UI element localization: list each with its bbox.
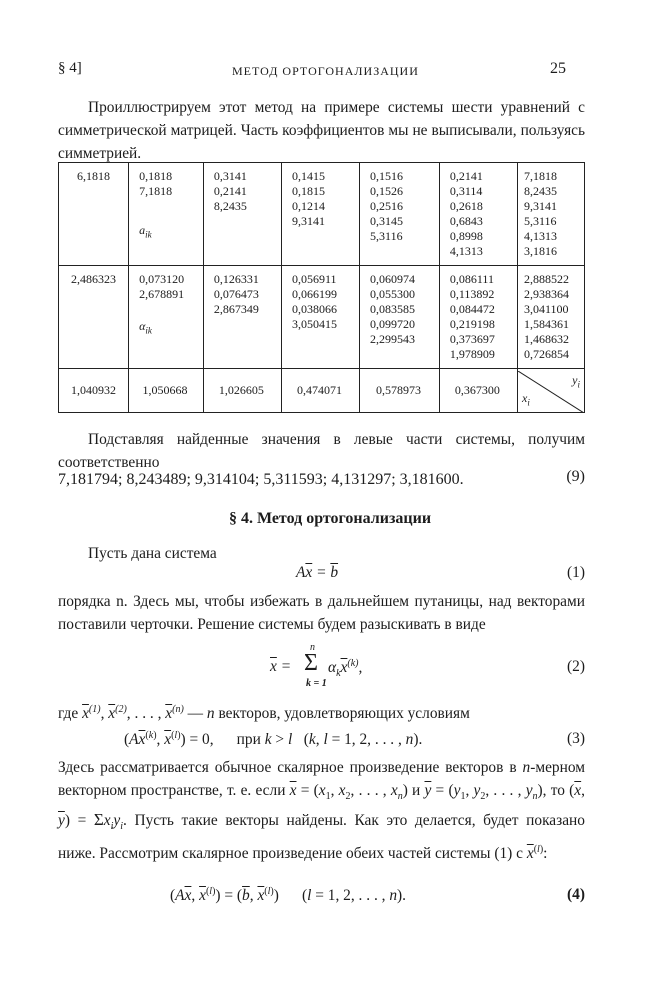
table-cell: 0,1415 0,1815 0,1214 9,3141 [281,163,359,266]
corner-cell [518,369,585,413]
equation-2: $\overline{x}$ = n Σ k = 1 $\alpha_k\overline{x}^{(k)}$, [270,642,363,689]
equation-3: ($A\overline{x}^{(k)}$, $\overline{x}^{(l)}) = 0$, при k > l (k, l = 1, 2, . . . , n). [124,730,423,749]
table-row [59,266,585,369]
where-paragraph: где $\overline{x}^{(1)}$, $\overline{x}^{(2)}$, . . . , $\overline{x}^{(n)}$ — n векторов, удовлетворяющих условиям [58,704,470,723]
coefficient-table [58,162,585,413]
equation-4-number: (4) [567,886,585,903]
corner-label-xi: $x_i$ [522,391,530,408]
table-cell: 0,1818 7,1818 $a_{ik}$ [129,163,204,266]
table-row [59,163,585,266]
substitution-paragraph: Подставляя найденные значения в левые части системы, получим соответственно [58,431,585,471]
intro-text: Проиллюстрируем этот метод на примере системы шести уравнений с симметрической матрицей. Часть коэффициентов мы не выписывали, пользуясь симметрией. [58,99,585,162]
table-cell: 2,888522 2,938364 3,041100 1,584361 1,468632 0,726854 [518,266,585,369]
symbol-a-ik: $a_{ik}$ [139,223,152,240]
table-cell: 0,3141 0,2141 8,2435 [203,163,281,266]
table-cell: 0,1516 0,1526 0,2516 0,3145 5,3116 [360,163,440,266]
results-number: (9) [566,468,585,485]
equation-2-number: (2) [567,658,585,675]
table-row [59,369,585,413]
intro-paragraph [58,96,585,165]
table-cell: 0,060974 0,055300 0,083585 0,099720 2,299543 [360,266,440,369]
table-cell: 1,050668 [129,369,204,413]
equation-4: ($A\overline{x}$, $\overline{x}^{(l)}) = (\overline{b}$, $\overline{x}^{(l)}$) (l = 1, 2, . . . , n). [170,886,407,905]
header-title: МЕТОД ОРТОГОНАЛИЗАЦИИ [232,64,419,78]
header-section: § 4] [58,60,82,76]
equation-1-number: (1) [567,564,585,581]
equation-3-number: (3) [567,730,585,747]
table-cell: 0,367300 [439,369,517,413]
table-cell: 0,126331 0,076473 2,867349 [203,266,281,369]
given-paragraph: Пусть дана система [88,545,217,562]
page-number: 25 [550,60,566,77]
table-cell: 0,578973 [360,369,440,413]
table-cell: 2,486323 [59,266,129,369]
section-title: § 4. Метод ортогонализации [228,510,432,527]
table-cell: 6,1818 [59,163,129,266]
table-cell: 0,474071 [281,369,359,413]
table-cell: 0,056911 0,066199 0,038066 3,050415 [281,266,359,369]
symbol-alpha-ik: $\alpha_{ik}$ [139,319,152,336]
table-cell: 0,086111 0,113892 0,084472 0,219198 0,373697 1,978909 [439,266,517,369]
table-cell: 1,040932 [59,369,129,413]
table-cell: 0,073120 2,678891 $\alpha_{ik}$ [129,266,204,369]
corner-label-yi: $y_i$ [572,372,580,389]
equation-1: $A\overline{x} = \overline{b}$ [296,564,339,581]
here-paragraph: Здесь рассматривается обычное скалярное произведение векторов в n-мерном векторном пространстве, т. е. если $\overline{x} = (x_1$, $x_2$, . . . , $x_n$) и $\overline{y} = (y_1$, $y_2$, . . . , $y_n$), то ($\overline{x}$, $\overline{y}) = \Sigma x_iy_i$. Пусть такие векторы найдены. Как это делается, будет показано ниже. Рассмотрим скалярное произведение обеих частей системы (1) с $\overline{x}^{(l)}$: [58,759,585,863]
table-cell: 0,2141 0,3114 0,2618 0,6843 0,8998 4,1313 [439,163,517,266]
table-cell: 1,026605 [203,369,281,413]
order-paragraph: порядка n. Здесь мы, чтобы избежать в дальнейшем путаницы, над векторами поставили черточки. Решение системы будем разыскивать в виде [58,593,585,633]
table-cell: 7,1818 8,2435 9,3141 5,3116 4,1313 3,1816 [518,163,585,266]
results-line: 7,181794; 8,243489; 9,314104; 5,311593; 4,131297; 3,181600. [58,471,464,488]
